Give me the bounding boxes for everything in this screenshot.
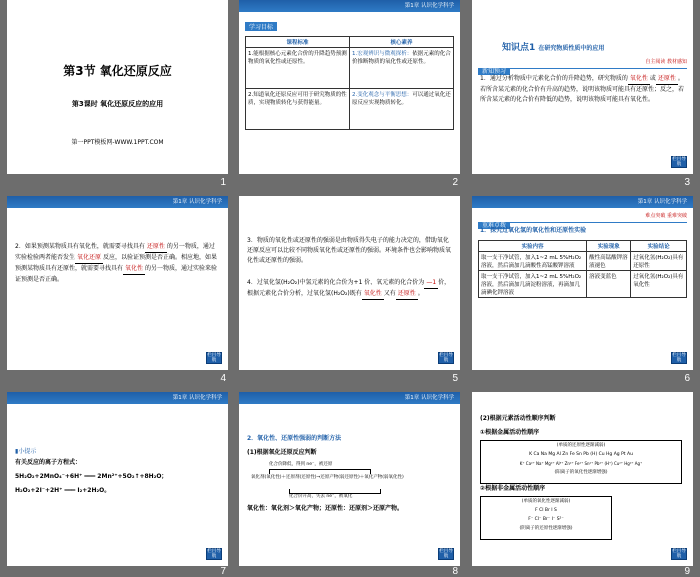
body-text: 1．通过分析物质中元素化合价的升降趋势，研究物质的 氧化性 或 还原性 。若所含某元素的化合价有升高的趋势，说明该物质可能具有还原性；反之，若所含某元素的化合价有降低的趋势，说明该物质可能具有氧化性。	[480, 75, 685, 103]
nav-button[interactable]: 栏目导航	[672, 157, 686, 167]
slide-number: 6	[684, 373, 690, 384]
diagram-equation: 氧化剂(氧化性)＋还原剂(还原性)→还原产物(弱还原性)＋氧化产物(弱氧化性)	[251, 475, 404, 480]
slide-header: 第1章 认识化学科学	[7, 196, 228, 208]
nav-button[interactable]: 栏目导航	[439, 353, 453, 363]
sub-heading: (1)根据氧化还原反应判断	[247, 449, 317, 456]
col-header: 实验内容	[479, 241, 587, 252]
metal-series-box: (单质的还原性逐渐减弱) K Ca Na Mg Al Zn Fe Sn Pb (H) Cu Hg Ag Pt Au K⁺ Ca²⁺ Na⁺ Mg²⁺ Al³⁺ Zn²⁺ Fe²⁺ Sn²⁺ Pb²⁺ (H⁺) Cu²⁺ Hg²⁺ Ag⁺ (阳离子的氧化性逐渐增强)	[480, 440, 682, 484]
slide-header: 第1章 认识化学科学	[7, 392, 228, 404]
nonmetal-series-box: (单质的氧化性逐渐减弱) F Cl Br I S F⁻ Cl⁻ Br⁻ I⁻ S²⁻ (阴离子的还原性逐渐增强)	[480, 496, 612, 540]
slide-header: 第1章 认识化学科学	[239, 0, 460, 12]
slide-thumbnail-4[interactable]	[7, 196, 228, 370]
col-header: 核心素养	[349, 37, 453, 48]
nav-button[interactable]: 栏目导航	[672, 549, 686, 559]
table-cell: 过氧化氢(H₂O₂)具有氧化性	[631, 271, 687, 298]
slide-number: 1	[220, 177, 226, 188]
nav-button[interactable]: 栏目导航	[207, 353, 221, 363]
slide-thumbnail-2[interactable]	[239, 0, 460, 174]
slide-thumbnail-6[interactable]	[472, 196, 693, 370]
table-cell: 酸性高锰酸钾溶液褪色	[587, 252, 631, 271]
body-text: 4．过氧化氢(H₂O₂)中氢元素的化合价为+1 价、氧元素的化合价为 —1 价，根据元素化合价分析，过氧化氢(H₂O₂)既有 氧化性 又有 还原性 。	[247, 278, 452, 300]
experiment-table	[478, 240, 687, 298]
slide-thumbnail-7[interactable]	[7, 392, 228, 566]
table-cell: 溶液变蓝色	[587, 271, 631, 298]
col-header: 课程标准	[246, 37, 350, 48]
body-text: 3．物质的氧化性或还原性的强弱是由物质得失电子的能力决定的，借助氧化还原反应可以比较不同物质氧化性或还原性的强弱。环境条件也会影响物质氧化性或还原性的强弱。	[247, 237, 452, 264]
slide-thumbnail-3[interactable]	[472, 0, 693, 174]
tip-icon: ▮	[15, 448, 19, 455]
equation: H₂O₂+2I⁻+2H⁺ ═══ I₂+2H₂O。	[15, 487, 111, 494]
objectives-table	[245, 36, 454, 130]
sub-banner: 新知预习 自主阅读 教材感知	[478, 58, 687, 69]
slide-number: 2	[452, 177, 458, 188]
col-header: 实验结论	[631, 241, 687, 252]
tip-label: ▮小提示	[15, 448, 37, 455]
slide-thumbnail-5[interactable]	[239, 196, 460, 370]
table-cell: 取一支干净试管，加入1~2 mL 5%H₂O₂溶液，然后滴加几滴淀粉溶液，再滴加几滴碘化钾溶液	[479, 271, 587, 298]
section-tag: 学习目标	[245, 22, 277, 31]
nav-button[interactable]: 栏目导航	[207, 549, 221, 559]
slide-thumbnail-8[interactable]	[239, 392, 460, 566]
table-cell: 过氧化氢(H₂O₂)具有还原性	[631, 252, 687, 271]
slide-header: 第1章 认识化学科学	[472, 196, 693, 208]
slide-footer: 第一PPT模板网-WWW.1PPT.COM	[71, 139, 164, 146]
table-cell: 1.宏观辨识与微观探析：依据元素的化合价推断物质的氧化性或还原性。	[349, 48, 453, 89]
slide-number: 5	[452, 373, 458, 384]
table-cell: 2.变化观念与平衡思想：可以通过氧化还原反应实现物质转化。	[349, 89, 453, 130]
table-cell: 1.能根据核心元素化合价的升降趋势预测物质的氧化性或还原性。	[246, 48, 350, 89]
slide-header: 第1章 认识化学科学	[239, 392, 460, 404]
slide-title: 第3节 氧化还原反应	[63, 64, 172, 78]
diagram-label: 化合价降低，得到 ne⁻，被还原	[269, 462, 333, 467]
section-heading: 2．氧化性、还原性强弱的判断方法	[247, 435, 342, 442]
slide-number: 9	[684, 566, 690, 577]
slide-number: 4	[220, 373, 226, 384]
slide-thumbnail-1[interactable]	[7, 0, 228, 174]
sub-heading: ①根据金属活动性顺序	[480, 429, 540, 436]
sub-banner: 重难点拨 难点突破 重难突破	[478, 212, 687, 223]
knowledge-point: 知识点1 在研究物质性质中的应用	[502, 43, 605, 53]
body-text: 氧化性：氧化剂＞氧化产物；还原性：还原剂＞还原产物。	[247, 505, 404, 512]
table-cell: 取一支干净试管，加入1~2 mL 5%H₂O₂溶液，然后滴加几滴酸性高锰酸钾溶液	[479, 252, 587, 271]
slide-thumbnail-9[interactable]	[472, 392, 693, 566]
section-heading: (2)根据元素活动性顺序判断	[480, 415, 556, 422]
sub-heading: ②根据非金属活动性顺序	[480, 485, 546, 492]
diagram-label: 化合价升高，失去 ne⁻，被氧化	[289, 494, 353, 499]
body-text: 有关反应的离子方程式：	[15, 459, 82, 466]
slide-number: 8	[452, 566, 458, 577]
equation: 5H₂O₂+2MnO₄⁻+6H⁺ ═══ 2Mn²⁺+5O₂↑+8H₂O；	[15, 473, 168, 480]
col-header: 实验现象	[587, 241, 631, 252]
body-text: 2．如果预测某物质具有氧化性，就需要寻找具有 还原性 的另一物质，通过实验检验两者能否发生 氧化还原 反应，以验证预测是否正确。相应地，如果预测某物质具有还原性，就需要寻找具有 氧化性 的另一物质，通过实验来验证预测是否正确。	[15, 243, 218, 283]
section-heading: 1．探究过氧化氢的氧化性和还原性实验	[480, 227, 587, 234]
nav-button[interactable]: 栏目导航	[439, 549, 453, 559]
nav-button[interactable]: 栏目导航	[672, 353, 686, 363]
table-cell: 2.知道氧化还原反应可用于研究物质的性质，实现物质转化与获得能量。	[246, 89, 350, 130]
slide-subtitle: 第3课时 氧化还原反应的应用	[71, 100, 164, 108]
slide-number: 3	[684, 177, 690, 188]
slide-number: 7	[220, 566, 226, 577]
